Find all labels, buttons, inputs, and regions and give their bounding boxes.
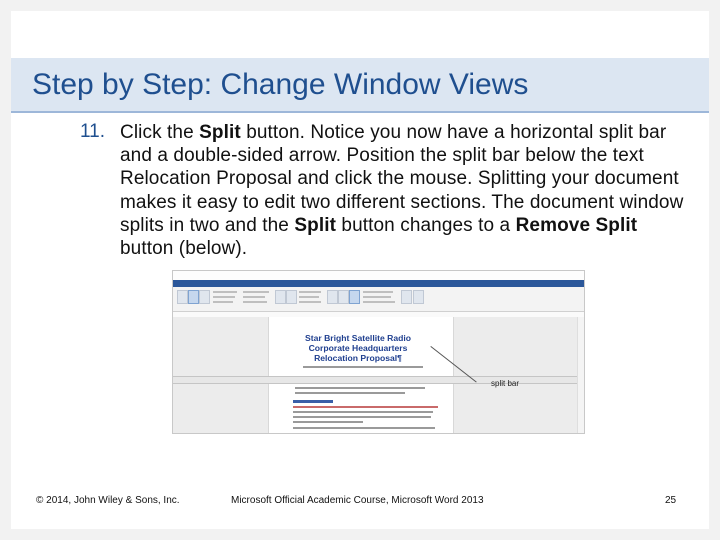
title-rule [11, 111, 709, 113]
remove-split-button[interactable] [349, 290, 360, 304]
step-text-split-2: Split [294, 214, 337, 236]
doc-heading-line-1: Star Bright Satellite Radio [304, 333, 411, 343]
doc-text-line [293, 427, 435, 429]
ribbon-tabs [173, 280, 584, 287]
step-text-3: button changes to a [336, 214, 516, 236]
print-layout-button[interactable] [188, 290, 199, 304]
document-area [173, 317, 584, 433]
step-text-split-1: Split [199, 122, 241, 143]
doc-text-line [293, 416, 431, 418]
ribbon-option[interactable] [299, 301, 321, 303]
doc-text-line [293, 421, 363, 423]
doc-heading-line-2: Corporate Headquarters [308, 343, 408, 353]
word-window-screenshot [172, 270, 585, 434]
ribbon-option[interactable] [213, 291, 237, 293]
split-bar[interactable] [173, 376, 584, 384]
doc-text-line [293, 406, 438, 408]
ribbon-option[interactable] [243, 291, 269, 293]
step-text-2: button. Notice you now have a horizontal split bar and a double-sided arrow. Position the split bar below the text Relocation Proposal and click the mouse. Splitting your document makes it easy to edit two different sections. The document window splits in two and the [120, 122, 684, 236]
copyright-footer: © 2014, John Wiley & Sons, Inc. [36, 495, 180, 506]
ribbon-option[interactable] [299, 291, 321, 293]
page-number: 25 [665, 495, 677, 506]
ribbon-option[interactable] [213, 301, 233, 303]
vertical-scrollbar[interactable] [577, 317, 585, 433]
ribbon-option[interactable] [243, 296, 265, 298]
doc-text-line [295, 387, 425, 389]
web-layout-button[interactable] [199, 290, 210, 304]
macros-button[interactable] [413, 290, 424, 304]
doc-text-line [303, 366, 423, 368]
ribbon-option[interactable] [363, 291, 393, 293]
slide-title: Step by Step: Change Window Views [32, 68, 529, 101]
step-text-4: button (below). [120, 238, 248, 260]
ribbon-option[interactable] [299, 296, 319, 298]
100-percent-button[interactable] [286, 290, 297, 304]
zoom-button[interactable] [275, 290, 286, 304]
ribbon-option[interactable] [363, 301, 395, 303]
new-window-button[interactable] [327, 290, 338, 304]
read-mode-button[interactable] [177, 290, 188, 304]
doc-text-line [293, 411, 433, 413]
step-number: 11. [80, 121, 106, 142]
doc-section-heading [293, 400, 333, 403]
arrange-all-button[interactable] [338, 290, 349, 304]
doc-heading-line-3: Relocation Proposal¶ [314, 353, 402, 363]
step-text [120, 121, 690, 260]
doc-text-line [295, 392, 405, 394]
step-text-remove-split: Remove Split [515, 214, 638, 236]
ribbon-option[interactable] [363, 296, 391, 298]
ribbon-option[interactable] [243, 301, 267, 303]
switch-windows-button[interactable] [401, 290, 412, 304]
ribbon-option[interactable] [213, 296, 235, 298]
step-text-1: Click the [120, 122, 200, 143]
course-footer: Microsoft Official Academic Course, Microsoft Word 2013 [231, 495, 484, 506]
split-bar-callout: split bar [491, 379, 520, 388]
